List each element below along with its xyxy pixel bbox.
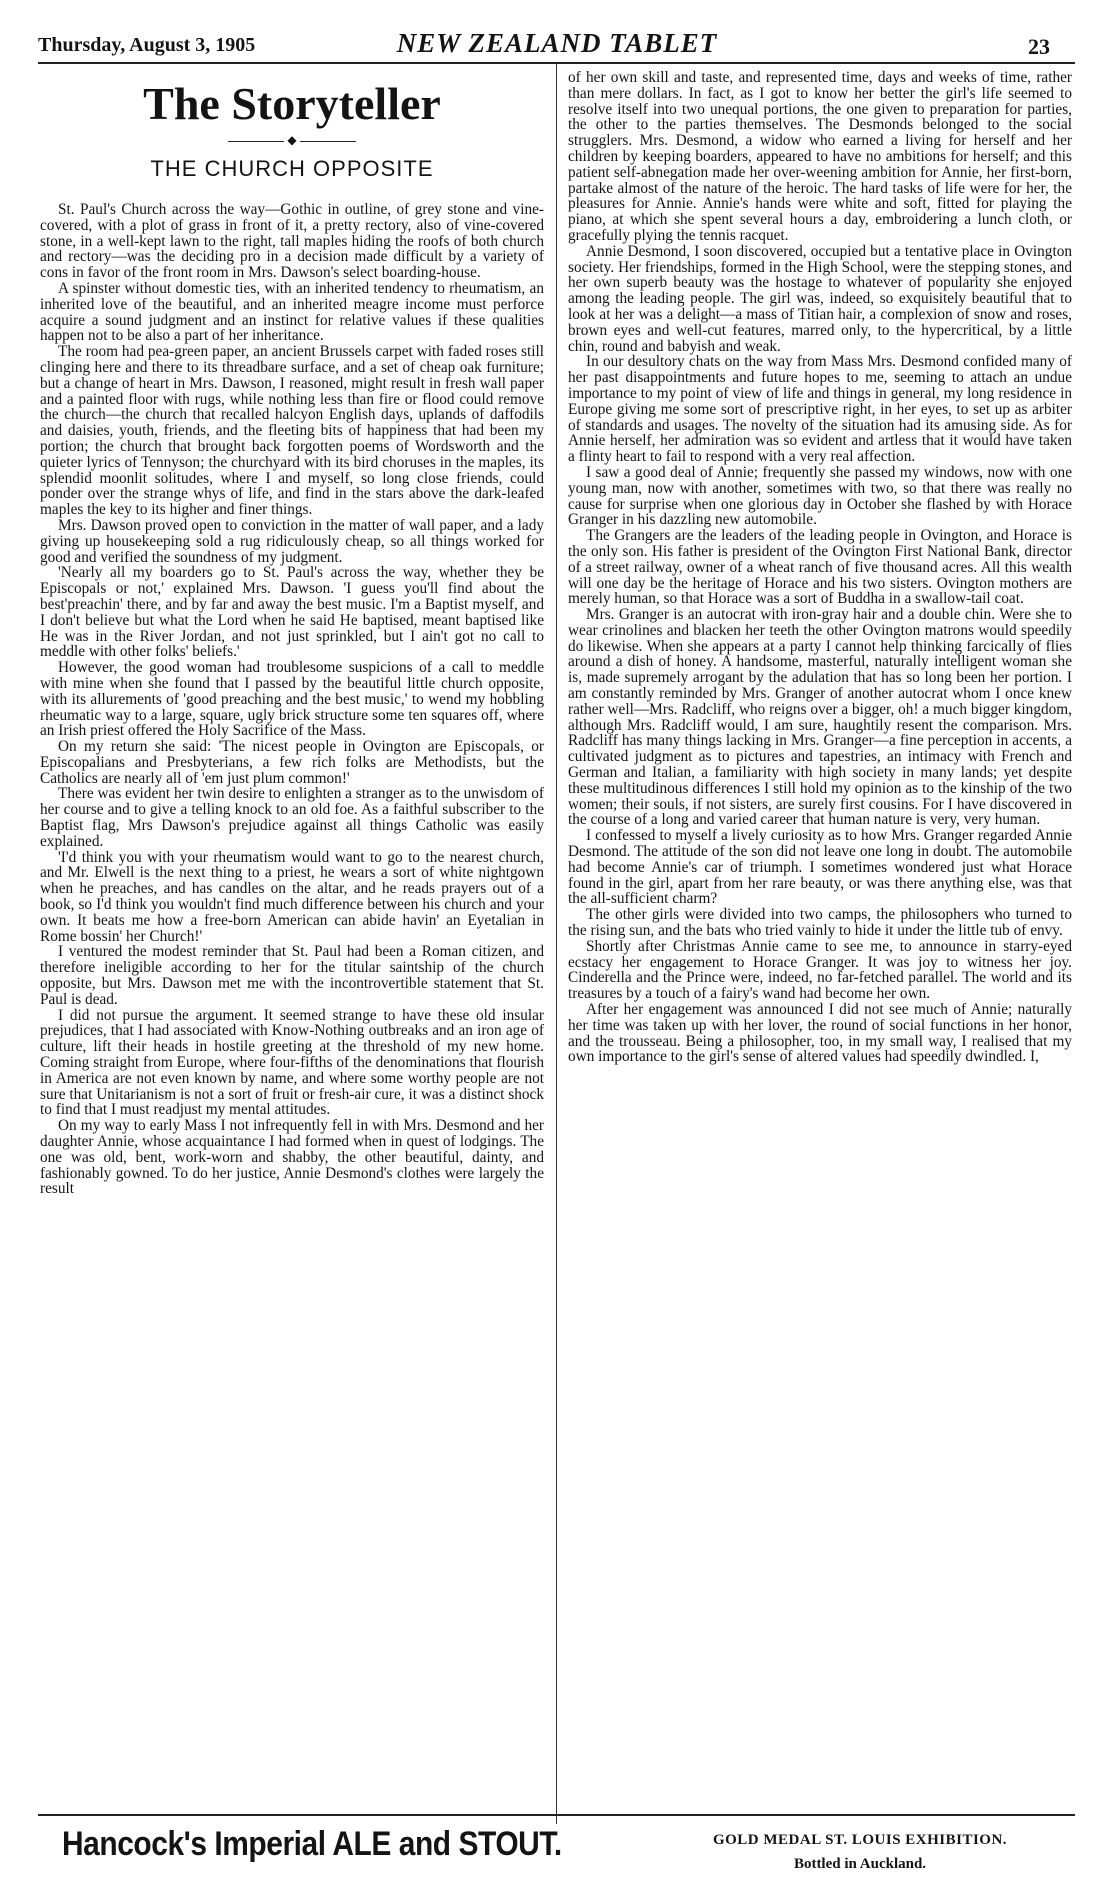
page-header bbox=[0, 0, 1114, 64]
story-paragraph: 'I'd think you with your rheumatism would want to go to the nearest church, and Mr. Elwell is the next thing to a priest, he wears a sort of white nightgown when he preaches, and has candles on the altar, and he reads prayers out of a book, so I'd think you wouldn't find much difference between his church and your own. It beats me how a free-born American can abide havin' an Eyetalian in Rome bossin' her Church!' bbox=[40, 848, 544, 945]
issue-date: Thursday, August 3, 1905 bbox=[38, 34, 256, 56]
section-ornament bbox=[40, 132, 544, 148]
page-number: 23 bbox=[1028, 34, 1050, 59]
column-divider bbox=[556, 64, 557, 1824]
story-paragraph: A spinster without domestic ties, with an inherited tendency to rheumatism, an inherited love of the beautiful, and an inherited meagre income must perforce acquire a sound judgment and an instinct for relative values if these qualities happen not to be also a part of her inheritance. bbox=[40, 279, 544, 345]
story-paragraph: I saw a good deal of Annie; frequently she passed my windows, now with one young man, now with another, sometimes with two, so that there was really no cause for surprise when one glorious day in October she flashed by with Horace Granger in his dazzling new automobile. bbox=[568, 463, 1072, 529]
story-paragraph: Mrs. Granger is an autocrat with iron-gray hair and a double chin. Were she to wear crinolines and blacken her teeth the other Ovington matrons would speedily do likewise. When she appears at a party I cannot help thinking farcically of flies around a dish of honey. A handsome, masterful, naturally intelligent woman she is, made supremely arrogant by the adulation that has so long been her portion. I am constantly reminded by Mrs. Granger of another autocrat whom I once knew rather well—Mrs. Radcliff, who reigns over a bigger, oh! a much bigger kingdom, although Mrs. Radcliff would, I am sure, haughtily resent the comparison. Mrs. Radcliff has many things lacking in Mrs. Granger—a fine perception in accents, a cultivated judgment as to pictures and tapestries, an intimacy with French and German and Italian, a familiarity with high society in many lands; yet despite these multitudinous differences I still hold my opinion as to the kinship of the two women; their souls, if not sisters, are surely first cousins. For I have discovered in the course of a long and varied career that human nature is very, very human. bbox=[568, 606, 1072, 829]
story-paragraph: Mrs. Dawson proved open to conviction in the matter of wall paper, and a lady giving up housekeeping sold a rug ridiculously cheap, so all things worked for good and verified the soundness of my judgment. bbox=[40, 516, 544, 566]
advertisement-medal: GOLD MEDAL ST. LOUIS EXHIBITION. bbox=[712, 1832, 1008, 1848]
story-paragraph: Shortly after Christmas Annie came to see me, to announce in starry-eyed ecstacy her engagement to Horace Granger. It was joy to witness her joy. Cinderella and the Prince were, indeed, no far-fetched parallel. The world and its treasures by a touch of a fairy's wand had become her own. bbox=[568, 937, 1072, 1003]
story-paragraph: St. Paul's Church across the way—Gothic in outline, of grey stone and vine-covered, with a plot of grass in front of it, a pretty rectory, also of vine-covered stone, in a well-kept lawn to the right, tall maples hiding the roofs of both church and rectory—was the deciding pro in a decision made difficult by a variety of cons in favor of the front room in Mrs. Dawson's select boarding-house. bbox=[40, 201, 544, 282]
left-column bbox=[40, 70, 544, 1830]
right-column-body bbox=[568, 70, 1072, 1065]
left-column-body bbox=[40, 202, 544, 1197]
section-title: The Storyteller bbox=[143, 78, 441, 129]
story-paragraph: I ventured the modest reminder that St. Paul had been a Roman citizen, and therefore ineligible according to her for the titular saintship of the church opposite, but Mrs. Dawson met me with the incontrovertible statement that St. Paul is dead. bbox=[40, 943, 544, 1008]
ornament-diamond-icon: ◆ bbox=[287, 133, 297, 147]
story-title: THE CHURCH OPPOSITE bbox=[150, 156, 434, 181]
publication-title: NEW ZEALAND TABLET bbox=[396, 28, 718, 58]
story-paragraph: After her engagement was announced I did not see much of Annie; naturally her time was taken up with her lover, the round of social functions in her honor, and the trousseau. Being a philosopher, too, in my small way, I realised that my own importance to the girl's sense of altered values had speedily dwindled. I, bbox=[568, 1001, 1072, 1066]
right-column bbox=[568, 70, 1072, 1820]
story-paragraph: On my return she said: 'The nicest people in Ovington are Episcopals, or Episcopalians and Presbyterians, a few rich folks are Methodists, but the Catholics are nearly all of 'em just plum common!' bbox=[40, 738, 544, 787]
story-paragraph: However, the good woman had troublesome suspicions of a call to meddle with mine when she found that I passed by the beautiful little church opposite, with its allurements of 'good preaching and the best music,' to wend my hobbling rheumatic way to a large, square, ugly brick structure some ten squares off, where an Irish priest offered the Holy Sacrifice of the Mass. bbox=[40, 659, 544, 740]
story-paragraph: The other girls were divided into two camps, the philosophers who turned to the rising sun, and the bats who tried vainly to hide it under the little tub of envy. bbox=[568, 906, 1072, 940]
advertisement-bottled: Bottled in Auckland. bbox=[793, 1856, 927, 1872]
footer-rule bbox=[38, 1814, 1075, 1816]
story-paragraph: The Grangers are the leaders of the leading people in Ovington, and Horace is the only son. His father is president of the Ovington First National Bank, director of a street railway, owner of a wheat ranch of five thousand acres. All this wealth will one day be the heritage of Horace and his two sisters. Ovington mothers are merely human, so that Horace was a sort of Buddha in a swallow-tail coat. bbox=[568, 527, 1072, 608]
ornament-line-right bbox=[300, 141, 356, 142]
story-paragraph: There was evident her twin desire to enlighten a stranger as to the unwisdom of her course and to give a telling knock to an old foe. As a faithful subscriber to the Baptist flag, Mrs Dawson's prejudice against all things Catholic was easily explained. bbox=[40, 785, 544, 850]
story-paragraph: of her own skill and taste, and represented time, days and weeks of time, rather than mere dollars. In fact, as I got to know her better the girl's life seemed to resolve itself into two unequal portions, the one given to preparation for parties, the other to the parties themselves. The Desmonds belonged to the social strugglers. Mrs. Desmond, a widow who earned a living for herself and her children by keeping boarders, appeared to have no ambitions for herself; and this patient self-abnegation made her over-weening ambition for Annie, her first-born, partake almost of the nature of the heroic. The hard tasks of life were for her, the pleasures for Annie. Annie's hands were white and soft, fitted for playing the piano, at which she spent several hours a day, embroidering a lunch cloth, or gracefully plying the tennis racquet. bbox=[568, 70, 1072, 244]
story-paragraph: 'Nearly all my boarders go to St. Paul's across the way, whether they be Episcopals or not,' explained Mrs. Dawson. 'I guess you'll find about the best'preachin' there, and by far and away the best music. I'm a Baptist myself, and I don't believe but what the Lord when he said He baptised, meant baptised like He was in the River Jordan, and not just sprinkled, but I ain't got no call to meddle with other folks' beliefs.' bbox=[40, 564, 544, 661]
story-paragraph: The room had pea-green paper, an ancient Brussels carpet with faded roses still clinging here and there to its threadbare surface, and a set of cheap oak furniture; but a change of heart in Mrs. Dawson, I reasoned, might result in fresh wall paper and a painted floor with rugs, while nothing less than fire or flood could remove the church—the church that recalled halcyon English days, uplands of daffodils and daisies, youth, friends, and the fleeting bits of happiness that had been my portion; the church that brought back forgotten poems of Wordsworth and the quieter lyrics of Tennyson; the churchyard with its bird choruses in the maples, its splendid moonlit solitudes, where I and myself, so long close friends, could ponder over the strange whys of life, and find in the stars above the dark-leafed maples the key to its higher and finer things. bbox=[40, 343, 544, 519]
ornament-line-left bbox=[228, 141, 284, 142]
story-paragraph: Annie Desmond, I soon discovered, occupied but a tentative place in Ovington society. Her friendships, formed in the High School, were the stepping stones, and her own superb beauty was the hostage to whatever of popularity she enjoyed among the leading people. The girl was, indeed, so exquisitely beautiful that to look at her was a delight—a mass of Titian hair, a complexion of snow and roses, brown eyes and well-cut features, marred only, to the hypercritical, by a little chin, round and babyish and weak. bbox=[568, 242, 1072, 355]
story-paragraph: In our desultory chats on the way from Mass Mrs. Desmond confided many of her past disappointments and future hopes to me, seeming to attach an undue importance to my point of view of life and things in general, my long residence in Europe giving me some sort of prescriptive right, in her eyes, to set up as arbiter of standards and usages. The novelty of the situation had its amusing side. As for Annie herself, her admiration was so evident and artless that it would have taken a flinty heart to fail to respond with a very real affection. bbox=[568, 353, 1072, 466]
story-paragraph: I confessed to myself a lively curiosity as to how Mrs. Granger regarded Annie Desmond. The attitude of the son did not leave one long in doubt. The automobile had become Annie's car of triumph. I sometimes wondered just what Horace found in the girl, apart from her rare beauty, or was there anything else, was that the all-sufficient charm? bbox=[568, 827, 1072, 908]
story-paragraph: I did not pursue the argument. It seemed strange to have these old insular prejudices, that I had associated with Know-Nothing outbreaks and an iron age of culture, lift their heads in hostile greeting at the threshold of my new home. Coming straight from Europe, where four-fifths of the denominations that flourish in America are not even known by name, and where some worthy people are not sure that Unitarianism is not a sort of fruit or fresh-air cure, it was a distinct shock to find that I must readjust my mental attitudes. bbox=[40, 1006, 544, 1119]
story-paragraph: On my way to early Mass I not infrequently fell in with Mrs. Desmond and her daughter Annie, whose acquaintance I had formed when in quest of lodgings. The one was old, bent, work-worn and shabby, the other beautiful, dainty, and fashionably gowned. To do her justice, Annie Desmond's clothes were largely the result bbox=[40, 1117, 544, 1198]
advertisement-brand: Hancock's Imperial ALE and STOUT. bbox=[62, 1825, 562, 1863]
